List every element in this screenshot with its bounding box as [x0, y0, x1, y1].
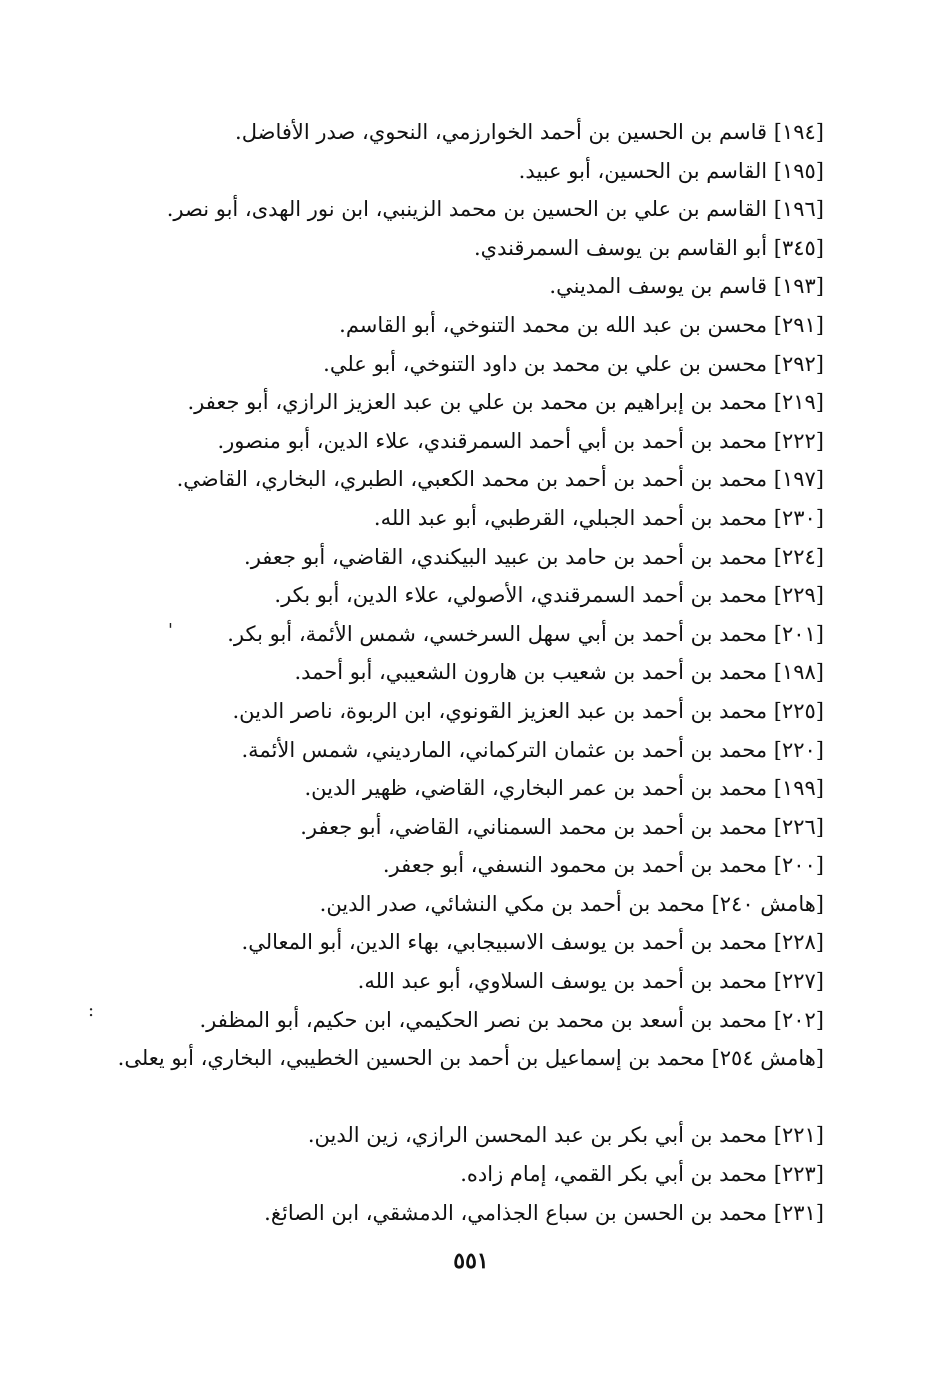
index-entry: [١٩٩] محمد بن أحمد بن عمر البخاري، القاضي، ظهير الدين. [304, 776, 824, 801]
index-entry: [٢٩١] محسن بن عبد الله بن محمد التنوخي، أبو القاسم. [339, 312, 824, 337]
index-entry: [١٩٧] محمد بن أحمد بن أحمد بن محمد الكعبي، الطبري، البخاري، القاضي. [176, 467, 824, 492]
index-entry: [٣٤٥] أبو القاسم بن يوسف السمرقندي. [473, 235, 824, 260]
index-entry: [٢٢٣] محمد بن أبي بكر القمي، إمام زاده. [460, 1162, 824, 1187]
index-entry: [٢٢٧] محمد بن أحمد بن يوسف السلاوي، أبو عبد الله. [357, 969, 824, 994]
index-entry: [٢٩٢] محسن بن علي بن محمد بن داود التنوخي، أبو علي. [323, 351, 824, 376]
index-entry: [٢٢٨] محمد بن أحمد بن يوسف الاسبيجابي، بهاء الدين، أبو المعالي. [241, 930, 824, 955]
index-entry: [٢٢٩] محمد بن أحمد السمرقندي، الأصولي، علاء الدين، أبو بكر. [274, 583, 824, 608]
index-entry: [٢٢٥] محمد بن أحمد بن عبد العزيز القونوي، ابن الربوة، ناصر الدين. [232, 698, 824, 723]
index-entry: [٢٠٠] محمد بن أحمد بن محمود النسفي، أبو جعفر. [382, 853, 824, 878]
index-entry: [٢٢٠] محمد بن أحمد بن عثمان التركماني، المارديني، شمس الأئمة. [241, 737, 824, 762]
index-entry: [٢٢٤] محمد بن أحمد بن حامد بن عبيد البيكندي، القاضي، أبو جعفر. [244, 544, 824, 569]
stray-ink-mark: : [88, 1000, 95, 1021]
index-entry: [٢٠٢] محمد بن أسعد بن محمد بن نصر الحكيمي، ابن حكيم، أبو المظفر. [199, 1007, 824, 1032]
index-entry: [٢٠١] محمد بن أحمد بن أبي سهل السرخسي، شمس الأئمة، أبو بكر. [227, 621, 824, 646]
index-entry: [٢٣٠] محمد بن أحمد الجبلي، القرطبي، أبو عبد الله. [373, 505, 824, 530]
index-entry: [٢٢٦] محمد بن أحمد بن محمد السمناني، القاضي، أبو جعفر. [300, 814, 824, 839]
index-entry: [٢٢٢] محمد بن أحمد بن أبي أحمد السمرقندي، علاء الدين، أبو منصور. [217, 428, 824, 453]
index-entry: [٢٢١] محمد بن أبي بكر بن عبد المحسن الرازي، زين الدين. [307, 1123, 824, 1148]
index-entry: [هامش ٢٥٤] محمد بن إسماعيل بن أحمد بن الحسين الخطيبي، البخاري، أبو يعلى. [117, 1046, 824, 1071]
index-entry: [١٩٦] القاسم بن علي بن الحسين بن محمد الزينبي، ابن نور الهدى، أبو نصر. [166, 197, 824, 222]
page-number: ٥٥١ [453, 1248, 489, 1274]
index-entry: [هامش ٢٤٠] محمد بن أحمد بن مكي النشائي، صدر الدين. [319, 891, 824, 916]
index-entry: [١٩٥] القاسم بن الحسين، أبو عبيد. [518, 158, 824, 183]
index-entry: [١٩٣] قاسم بن يوسف المديني. [549, 274, 824, 299]
index-entry: [٢١٩] محمد بن إبراهيم بن محمد بن علي بن عبد العزيز الرازي، أبو جعفر. [187, 390, 824, 415]
stray-ink-mark: ' [168, 620, 173, 641]
index-entry: [٢٣١] محمد بن الحسن بن سباع الجذامي، الدمشقي، ابن الصائغ. [264, 1200, 824, 1225]
index-list [98, 113, 824, 1232]
index-entry: [١٩٤] قاسم بن الحسين بن أحمد الخوارزمي، النحوي، صدر الأفاضل. [235, 120, 824, 144]
index-entry: [١٩٨] محمد بن أحمد بن شعيب بن هارون الشعيبي، أبو أحمد. [294, 660, 824, 685]
